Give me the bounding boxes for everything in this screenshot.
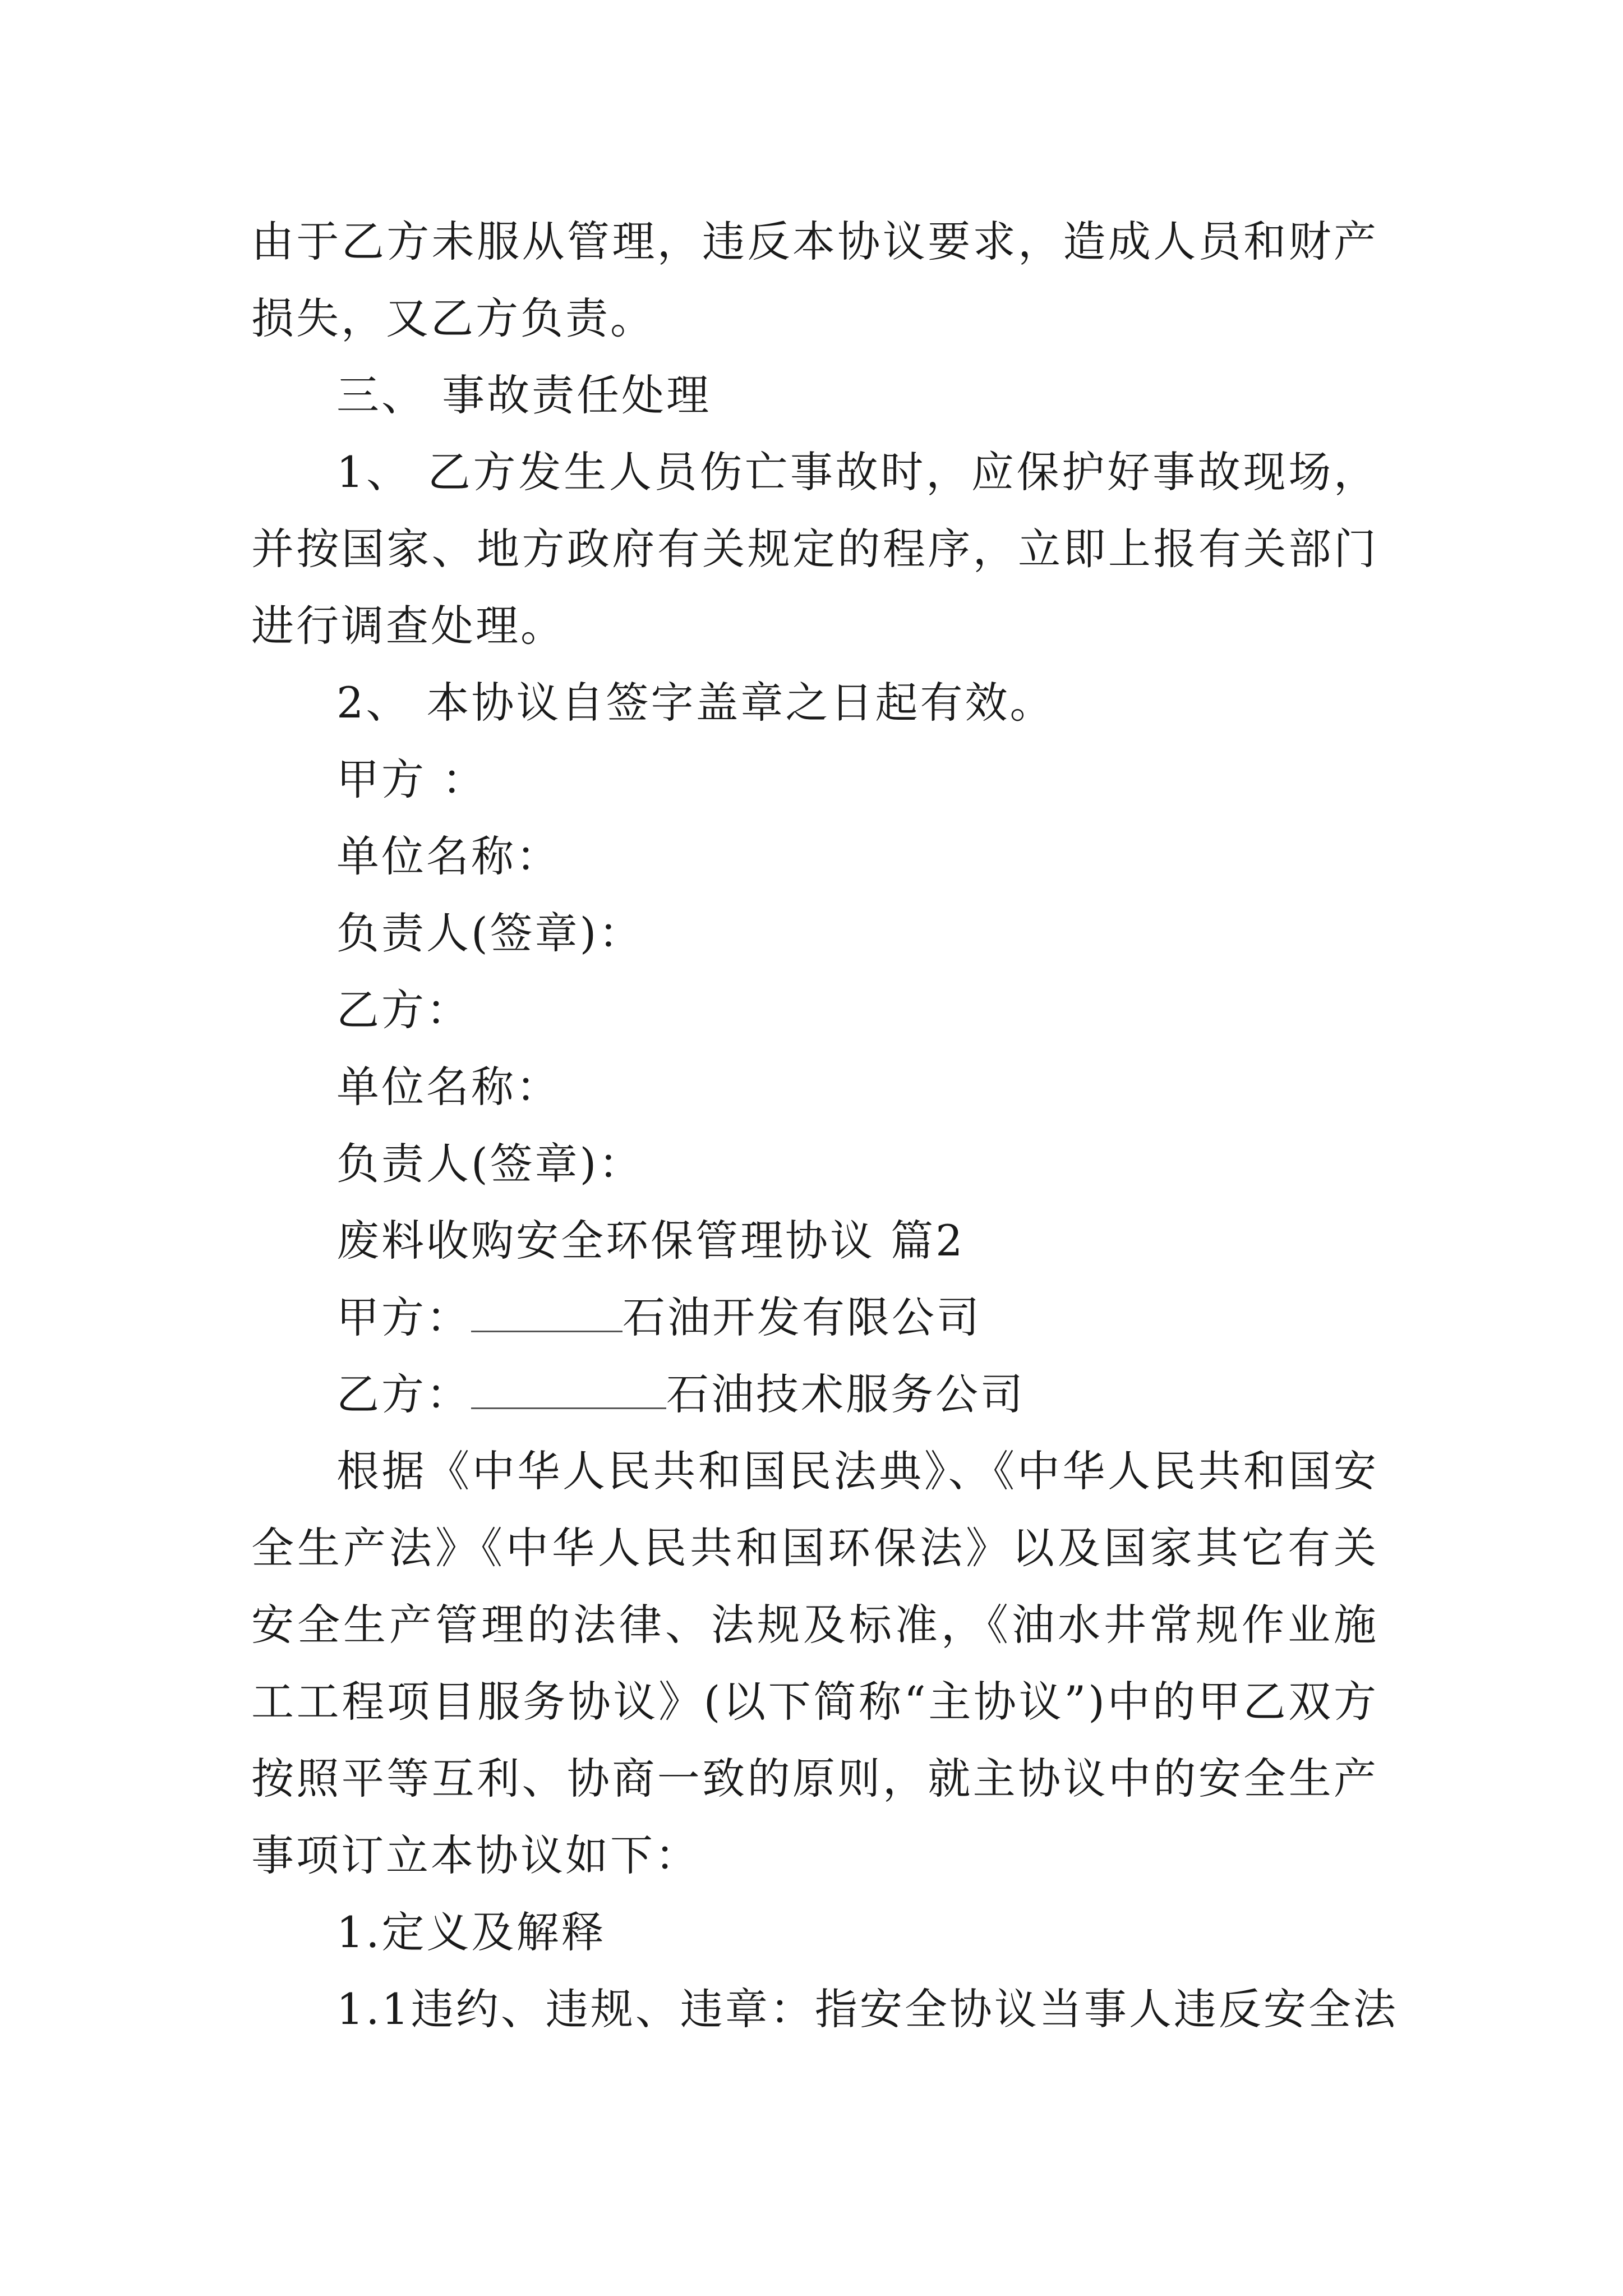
section-heading-accident: 三、 事故责任处理 xyxy=(336,370,712,420)
party-b-company-line xyxy=(336,1356,1025,1433)
paragraph-accident-report: 1、 乙方发生人员伤亡事故时，应保护好事故现场，并按国家、地方政府有关规定的程序，立即上报有关部门进行调查处理。 xyxy=(251,447,1378,651)
party-a-company-label: 甲方： xyxy=(336,1292,471,1342)
party-b-company-name: 石油技术服务公司 xyxy=(666,1369,1025,1419)
agreement-title-part2: 废料收购安全环保管理协议 篇2 xyxy=(336,1216,965,1266)
party-a-signatory: 负责人(签章)： xyxy=(336,908,644,958)
party-a-label: 甲方 ： xyxy=(336,754,487,804)
party-a-company-line xyxy=(336,1279,981,1356)
party-b-signatory: 负责人(签章)： xyxy=(336,1139,644,1189)
party-b-unit-name: 单位名称： xyxy=(336,1062,561,1112)
party-b-company-label: 乙方： xyxy=(336,1369,471,1419)
paragraph-definition-violation: 1.1违约、违规、违章：指安全协议当事人违反安全法 xyxy=(336,1984,1398,2034)
party-b-label: 乙方： xyxy=(336,985,471,1035)
paragraph-effective: 2、 本协议自签字盖章之日起有效。 xyxy=(336,678,1055,728)
party-a-unit-name: 单位名称： xyxy=(336,831,561,881)
party-a-blank-underline xyxy=(471,1297,623,1332)
party-b-blank-underline xyxy=(471,1374,666,1409)
paragraph-liability: 由于乙方未服从管理，违反本协议要求，造成人员和财产损失，又乙方负责。 xyxy=(251,217,1378,343)
party-a-company-name: 石油开发有限公司 xyxy=(623,1292,981,1342)
section-heading-definitions: 1.定义及解释 xyxy=(336,1907,606,1957)
paragraph-legal-basis: 根据《中华人民共和国民法典》、《中华人民共和国安全生产法》《中华人民共和国环保法》以及国家其它有关安全生产管理的法律、法规及标准，《油水井常规作业施工工程项目服务协议》(以下简称“主协议”)中的甲乙双方按照平等互利、协商一致的原则，就主协议中的安全生产事项订立本协议如下： xyxy=(251,1446,1378,1880)
